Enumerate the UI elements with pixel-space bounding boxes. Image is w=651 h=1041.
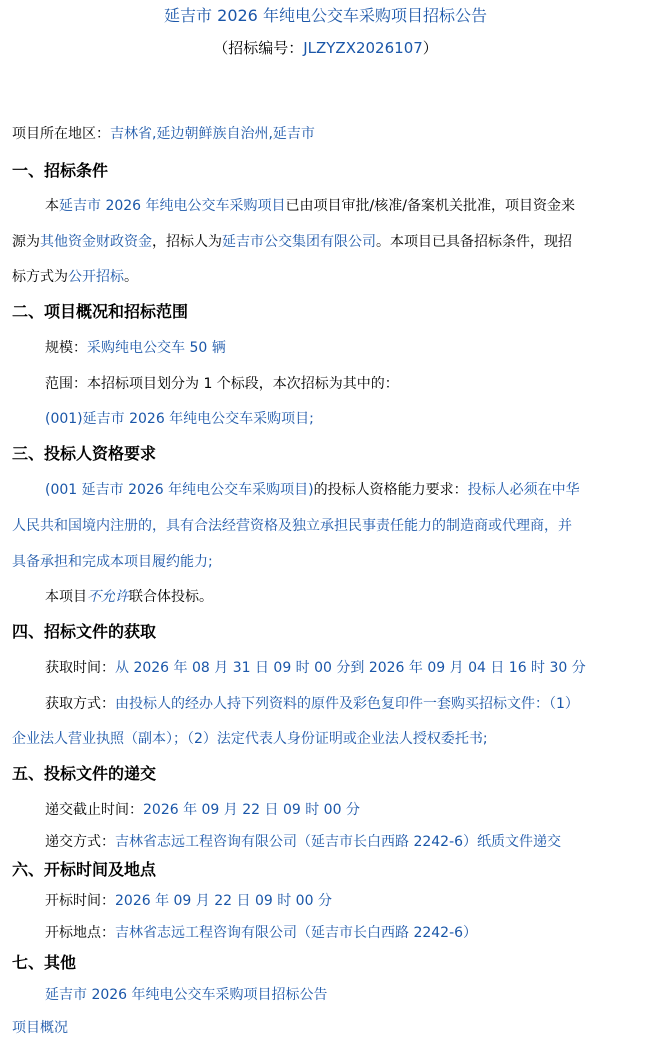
- tenderer-name: 延吉市公交集团有限公司: [222, 234, 376, 250]
- opening-place-line: [45, 923, 477, 943]
- obtain-time-label: 获取时间：: [45, 660, 115, 676]
- qualification-line-1: [45, 480, 580, 500]
- tender-method: 公开招标: [68, 269, 124, 285]
- scope-line: 范围：本招标项目划分为 1 个标段，本次招标为其中的：: [45, 376, 399, 392]
- submit-deadline-label: 递交截止时间：: [45, 802, 143, 818]
- section-heading-3: 三、投标人资格要求: [12, 444, 157, 463]
- text-fragment: 联合体投标。: [129, 589, 213, 605]
- section-heading-4: 四、招标文件的获取: [12, 622, 157, 641]
- tender-code-suffix: ）: [422, 39, 438, 57]
- submit-deadline-value: 2026 年 09 月 22 日 09 时 00 分: [143, 802, 360, 818]
- text-fragment: 。: [124, 269, 138, 285]
- section-heading-5: 五、投标文件的递交: [12, 764, 157, 783]
- location-label: 项目所在地区：: [12, 126, 110, 142]
- obtain-way-label: 获取方式：: [45, 696, 115, 712]
- obtain-way-value: 由投标人的经办人持下列资料的原件及彩色复印件一套购买招标文件：（1）: [115, 696, 579, 712]
- text-fragment: 本项目: [45, 589, 87, 605]
- text-fragment: ，招标人为: [152, 234, 222, 250]
- opening-place-value: 吉林省志远工程咨询有限公司（延吉市长白西路 2242-6）: [115, 925, 478, 941]
- section-heading-6: 六、开标时间及地点: [12, 860, 157, 879]
- scale-line: [45, 338, 226, 358]
- text-fragment: 标方式为: [12, 269, 68, 285]
- consortium-status: 不允许: [87, 589, 129, 605]
- page-title: 延吉市 2026 年纯电公交车采购项目招标公告: [164, 6, 487, 25]
- submit-deadline-line: [45, 800, 360, 820]
- opening-time-value: 2026 年 09 月 22 日 09 时 00 分: [115, 893, 332, 909]
- tender-code-prefix: （招标编号：: [213, 39, 304, 57]
- lot-item: (001)延吉市 2026 年纯电公交车采购项目;: [45, 411, 314, 427]
- section-heading-2: 二、项目概况和招标范围: [12, 302, 189, 321]
- submit-way-value: 吉林省志远工程咨询有限公司（延吉市长白西路 2242-6）纸质文件递交: [115, 834, 562, 850]
- project-location: [12, 124, 315, 144]
- opening-place-label: 开标地点：: [45, 925, 115, 941]
- opening-time-line: [45, 891, 332, 911]
- text-fragment: 的投标人资格能力要求：: [313, 482, 468, 498]
- section-heading-1: 一、招标条件: [12, 161, 109, 180]
- lot-ref: (001 延吉市 2026 年纯电公交车采购项目): [45, 482, 314, 498]
- qualification-line-2: 人民共和国境内注册的，具有合法经营资格及独立承担民事责任能力的制造商或代理商，并: [12, 518, 572, 534]
- text-fragment: 。本项目已具备招标条件，现招: [376, 234, 572, 250]
- tender-conditions-line-3: [12, 267, 138, 287]
- project-overview-link[interactable]: 项目概况: [12, 1020, 68, 1036]
- text-fragment: 本: [45, 198, 59, 214]
- text-fragment: 源为: [12, 234, 40, 250]
- obtain-time-value: 从 2026 年 08 月 31 日 09 时 00 分到 2026 年 09 月 04 日 16 时 30 分: [115, 660, 586, 676]
- obtain-way-line-1: [45, 694, 579, 714]
- project-name: 延吉市 2026 年纯电公交车采购项目: [59, 198, 286, 214]
- scale-value: 采购纯电公交车 50 辆: [87, 340, 226, 356]
- submit-way-line: [45, 832, 561, 852]
- obtain-time-line: [45, 658, 586, 678]
- section-heading-7: 七、其他: [12, 953, 77, 972]
- submit-way-label: 递交方式：: [45, 834, 115, 850]
- opening-time-label: 开标时间：: [45, 893, 115, 909]
- fund-source: 其他资金财政资金: [40, 234, 152, 250]
- obtain-way-line-2: 企业法人营业执照（副本）；（2）法定代表人身份证明或企业法人授权委托书;: [12, 731, 488, 747]
- location-value: 吉林省,延边朝鲜族自治州,延吉市: [110, 126, 315, 142]
- tender-conditions-line-2: [12, 232, 572, 252]
- tender-code: JLZYZX2026107: [303, 39, 423, 57]
- announcement-link[interactable]: 延吉市 2026 年纯电公交车采购项目招标公告: [45, 987, 328, 1003]
- consortium-line: [45, 587, 213, 607]
- tender-code-line: [0, 38, 651, 58]
- qualification-line-3: 具备承担和完成本项目履约能力;: [12, 554, 213, 570]
- tender-conditions-line-1: [45, 196, 575, 216]
- qualification-text: 投标人必须在中华: [467, 482, 580, 498]
- scale-label: 规模：: [45, 340, 87, 356]
- text-fragment: 已由项目审批/核准/备案机关批准，项目资金来: [285, 198, 575, 214]
